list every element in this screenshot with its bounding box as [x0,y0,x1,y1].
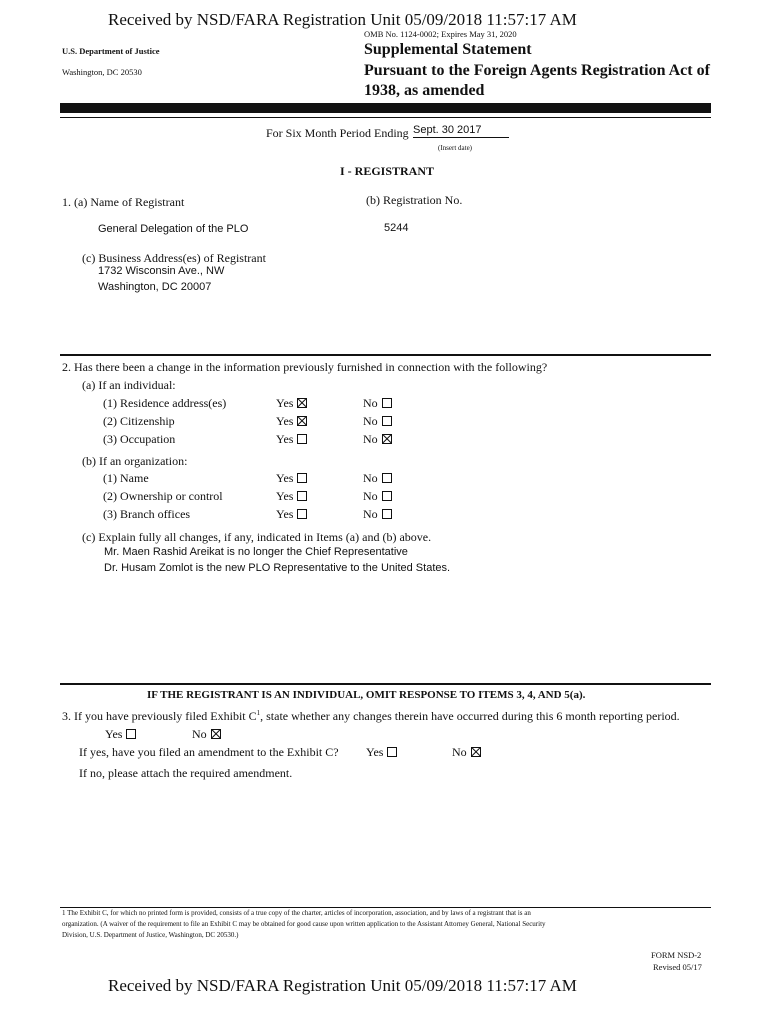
yes-label: Yes [276,507,294,521]
question-3-text-end: , state whether any changes therein have occurred during this 6 month reporting period. [260,709,680,723]
empty-checkbox-icon[interactable] [382,491,392,501]
footnote-line3: Division, U.S. Department of Justice, Washington, DC 20530.) [62,931,239,939]
form-subtitle-line2: 1938, as amended [364,82,485,99]
empty-checkbox-icon[interactable] [382,473,392,483]
period-label: For Six Month Period Ending [266,126,409,140]
section-rule-omit [60,683,711,685]
no-label: No [363,432,378,446]
q2b-item-branch-label: (3) Branch offices [103,507,191,521]
empty-checkbox-icon[interactable] [387,747,397,757]
yes-label: Yes [276,489,294,503]
q2b-branch-yes[interactable] [276,507,307,522]
q2b-item-name-label: (1) Name [103,471,149,485]
question-2-text: 2. Has there been a change in the information previously furnished in connection with the following? [62,360,548,374]
form-revision: Revised 05/17 [653,962,702,972]
registration-number-value[interactable]: 5244 [384,222,409,234]
footnote-rule [60,907,711,908]
empty-checkbox-icon[interactable] [382,416,392,426]
omb-number: OMB No. 1124-0002; Expires May 31, 2020 [364,29,517,39]
no-label: No [363,396,378,410]
header-thin-rule [60,117,711,118]
no-label: No [363,489,378,503]
q2b-item-ownership-label: (2) Ownership or control [103,489,223,503]
header-thick-rule [60,103,711,113]
empty-checkbox-icon[interactable] [126,729,136,739]
question-3-text-start: 3. If you have previously filed Exhibit C [62,709,257,723]
registration-number-label: (b) Registration No. [366,193,463,207]
checked-checkbox-icon[interactable] [382,434,392,444]
q2a-item-occupation-label: (3) Occupation [103,432,176,446]
empty-checkbox-icon[interactable] [297,491,307,501]
section-rule-q2 [60,354,711,356]
checked-checkbox-icon[interactable] [211,729,221,739]
form-subtitle-line1: Pursuant to the Foreign Agents Registration Act of [364,62,710,79]
empty-checkbox-icon[interactable] [297,509,307,519]
received-stamp-top: Received by NSD/FARA Registration Unit 05/09/2018 11:57:17 AM [108,10,577,29]
no-label: No [363,507,378,521]
checked-checkbox-icon[interactable] [471,747,481,757]
yes-label: Yes [366,745,384,759]
q3-amendment-question: If yes, have you filed an amendment to the Exhibit C? [79,745,339,759]
q2c-explanation-line1[interactable]: Mr. Maen Rashid Areikat is no longer the Chief Representative [104,546,408,558]
yes-label: Yes [276,471,294,485]
question-2a-label: (a) If an individual: [82,378,176,392]
q2a-occupation-yes[interactable] [276,432,307,447]
checked-checkbox-icon[interactable] [297,398,307,408]
yes-label: Yes [276,396,294,410]
q2b-ownership-yes[interactable] [276,489,307,504]
no-label: No [363,414,378,428]
question-2b-label: (b) If an organization: [82,454,188,468]
q3-attach-note: If no, please attach the required amendment. [79,766,293,780]
no-label: No [452,745,467,759]
omit-heading: IF THE REGISTRANT IS AN INDIVIDUAL, OMIT RESPONSE TO ITEMS 3, 4, AND 5(a). [147,689,586,701]
q3-yes[interactable] [105,727,136,742]
registrant-name-value[interactable]: General Delegation of the PLO [98,223,249,235]
q2a-occupation-no[interactable] [363,432,392,447]
no-label: No [363,471,378,485]
business-address-label: (c) Business Address(es) of Registrant [82,251,266,265]
empty-checkbox-icon[interactable] [297,434,307,444]
business-address-line1[interactable]: 1732 Wisconsin Ave., NW [98,265,225,277]
footnote-line2: organization. (A waiver of the requirement to file an Exhibit C may be obtained for good cause upon written application to the Assistant Attorney General, National Security [62,920,546,928]
form-title: Supplemental Statement [364,41,532,58]
no-label: No [192,727,207,741]
section-heading-registrant: I - REGISTRANT [340,164,435,178]
q2b-name-no[interactable] [363,471,392,486]
empty-checkbox-icon[interactable] [382,398,392,408]
question-3-text [62,709,680,724]
q3-amendment-no[interactable] [452,745,481,760]
period-value[interactable]: Sept. 30 2017 [413,124,509,138]
received-stamp-bottom: Received by NSD/FARA Registration Unit 05/09/2018 11:57:17 AM [108,976,577,995]
registrant-name-label: 1. (a) Name of Registrant [62,195,185,209]
q2a-item-citizenship-label: (2) Citizenship [103,414,175,428]
q3-amendment-yes[interactable] [366,745,397,760]
empty-checkbox-icon[interactable] [297,473,307,483]
empty-checkbox-icon[interactable] [382,509,392,519]
q2b-branch-no[interactable] [363,507,392,522]
q2a-item-residence-label: (1) Residence address(es) [103,396,227,410]
yes-label: Yes [105,727,123,741]
q2c-explanation-line2[interactable]: Dr. Husam Zomlot is the new PLO Representative to the United States. [104,562,451,574]
q2b-name-yes[interactable] [276,471,307,486]
department-name: U.S. Department of Justice [62,46,160,56]
question-2c-label: (c) Explain fully all changes, if any, indicated in Items (a) and (b) above. [82,530,432,544]
q2a-citizenship-yes[interactable] [276,414,307,429]
business-address-line2[interactable]: Washington, DC 20007 [98,281,212,293]
period-hint: (Insert date) [438,144,473,152]
form-id: FORM NSD-2 [651,950,702,960]
q2a-residence-no[interactable] [363,396,392,411]
footnote-line1: 1 The Exhibit C, for which no printed form is provided, consists of a true copy of the charter, articles of incorporation, association, and by laws of a registrant that is an [62,909,531,917]
q2b-ownership-no[interactable] [363,489,392,504]
yes-label: Yes [276,414,294,428]
checked-checkbox-icon[interactable] [297,416,307,426]
footnote-marker: 1 [256,709,261,717]
department-city: Washington, DC 20530 [62,67,142,77]
q2a-residence-yes[interactable] [276,396,307,411]
q2a-citizenship-no[interactable] [363,414,392,429]
yes-label: Yes [276,432,294,446]
q3-no[interactable] [192,727,221,742]
